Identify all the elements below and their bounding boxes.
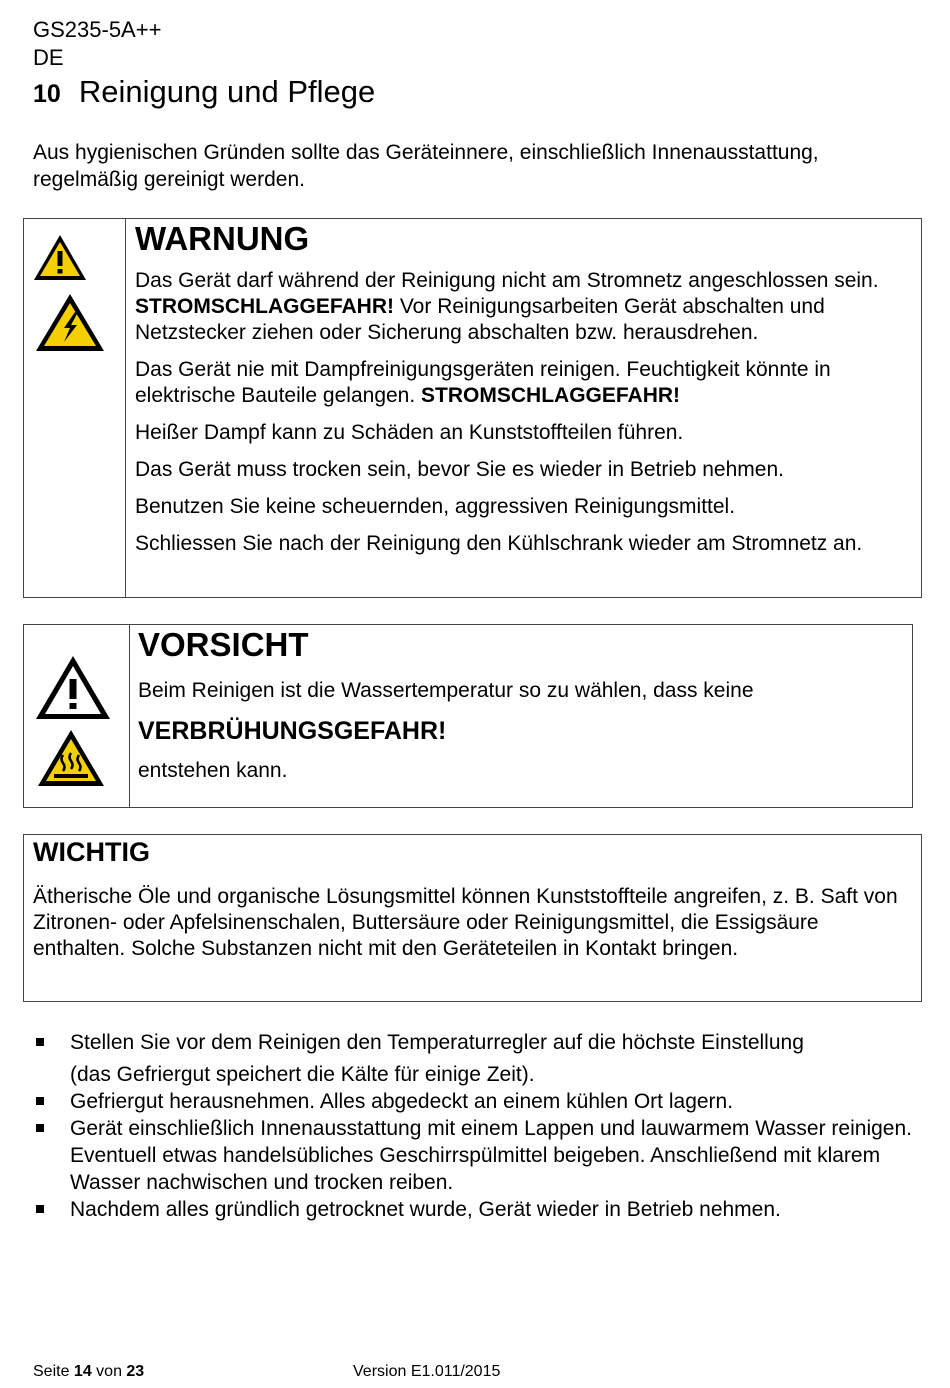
warning-text-1: Das Gerät darf während der Reinigung nicht am Stromnetz angeschlossen sein. STROMSCHLAGGEFAHR! Vor Reinigungsarbeiten Gerät abschalten und Netzstecker ziehen oder Sicherung abschalten bzw. herausdrehen. <box>135 269 879 344</box>
hot-surface-icon <box>37 729 105 787</box>
model-number: GS235-5A++ <box>33 17 162 42</box>
bullet-square-icon <box>36 1038 44 1046</box>
document-version: Version E1.011/2015 <box>353 1363 501 1380</box>
caution-content <box>138 627 903 784</box>
intro-paragraph: Aus hygienischen Gründen sollte das Geräteinnere, einschließlich Innenausstattung, regelmäßig gereinigt werden. <box>33 141 819 191</box>
language-code: DE <box>33 45 64 70</box>
list-item: Nachdem alles gründlich getrocknet wurde, Gerät wieder in Betrieb nehmen. <box>33 1196 913 1223</box>
caution-box <box>23 624 913 808</box>
scald-hazard-label: VERBRÜHUNGSGEFAHR! <box>138 717 447 745</box>
bullet-square-icon <box>36 1097 44 1105</box>
warning-content <box>135 221 915 568</box>
list-item: Gerät einschließlich Innenausstattung mit einem Lappen und lauwarmem Wasser reinigen. Eventuell etwas handelsübliches Geschirrspülmittel beigeben. Anschließend mit klarem Wasser nachwischen und trocken reiben. <box>33 1115 913 1196</box>
bullet-square-icon <box>36 1124 44 1132</box>
caution-title: VORSICHT <box>138 626 309 663</box>
cleaning-steps-list <box>33 1029 913 1223</box>
warning-box <box>23 218 922 598</box>
page-number: Seite 14 von 23 <box>33 1363 145 1380</box>
important-text: Ätherische Öle und organische Lösungsmittel können Kunststoffteile angreifen, z. B. Saft von Zitronen- oder Apfelsinenschalen, Buttersäure oder Reinigungsmittel, die Essigsäure enthalten. Solche Substanzen nicht mit den Geräteteilen in Kontakt bringen. <box>33 885 898 960</box>
electric-shock-icon <box>35 293 105 353</box>
caution-text-1: Beim Reinigen ist die Wassertemperatur so zu wählen, dass keine <box>138 679 754 702</box>
list-item: Gefriergut herausnehmen. Alles abgedeckt an einem kühlen Ort lagern. <box>33 1088 913 1115</box>
bullet-square-icon <box>36 1205 44 1213</box>
important-title: WICHTIG <box>33 837 150 867</box>
important-box <box>23 834 922 1002</box>
section-number: 10 <box>33 80 61 108</box>
warning-text-6: Schliessen Sie nach der Reinigung den Kühlschrank wieder am Stromnetz an. <box>135 532 863 555</box>
warning-text-3: Heißer Dampf kann zu Schäden an Kunststoffteilen führen. <box>135 421 684 444</box>
section-title: Reinigung und Pflege <box>78 74 376 109</box>
warning-triangle-icon <box>32 233 88 283</box>
warning-text-4: Das Gerät muss trocken sein, bevor Sie es wieder in Betrieb nehmen. <box>135 458 784 481</box>
shock-hazard-label: STROMSCHLAGGEFAHR! <box>135 295 394 318</box>
caution-text-2: entstehen kann. <box>138 759 288 782</box>
warning-title: WARNUNG <box>135 220 310 257</box>
warning-text-5: Benutzen Sie keine scheuernden, aggressiven Reinigungsmittel. <box>135 495 736 518</box>
warning-icon-column <box>24 219 126 597</box>
shock-hazard-label: STROMSCHLAGGEFAHR! <box>421 384 681 407</box>
caution-icon-column <box>24 625 130 807</box>
section-heading <box>33 74 375 112</box>
important-content <box>33 835 903 962</box>
list-item: Stellen Sie vor dem Reinigen den Temperaturregler auf die höchste Einstellung (das Gefriergut speichert die Kälte für einige Zeit). <box>33 1029 913 1088</box>
warning-triangle-icon <box>35 655 111 721</box>
warning-text-2: Das Gerät nie mit Dampfreinigungsgeräten reinigen. Feuchtigkeit könnte in elektrische Bauteile gelangen. STROMSCHLAGGEFAHR! <box>135 358 831 407</box>
